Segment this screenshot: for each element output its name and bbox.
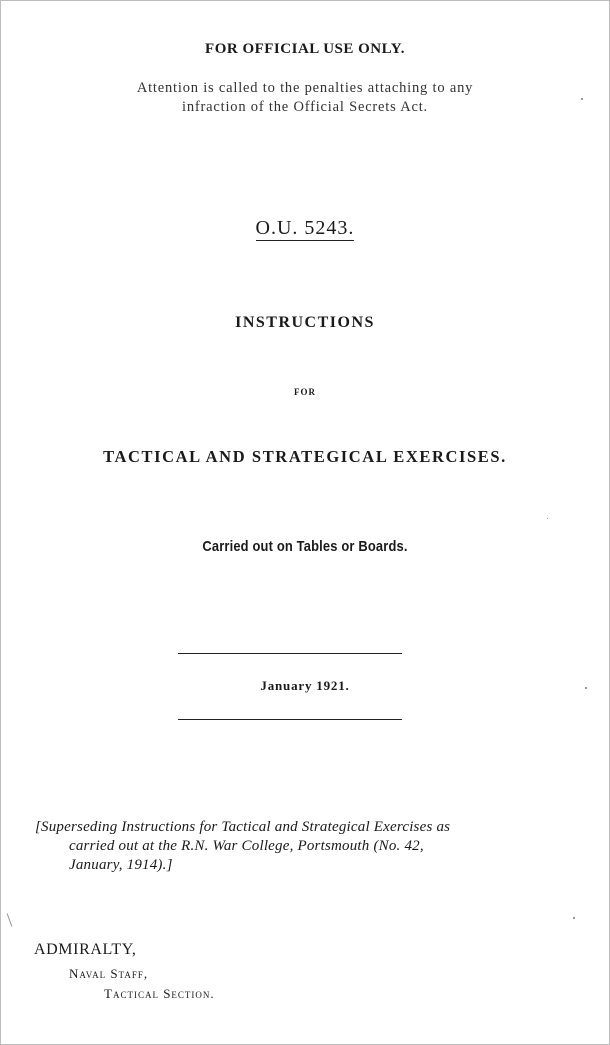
- subtitle: Carried out on Tables or Boards.: [202, 538, 408, 555]
- divider-top: [178, 653, 402, 654]
- scan-speck: [7, 913, 13, 926]
- issuer-section: Tactical Section.: [104, 986, 215, 1001]
- document-number: [1, 217, 609, 240]
- superseding-line-2: carried out at the R.N. War College, Portsmouth (No. 42,: [69, 838, 424, 854]
- scan-speck: [581, 98, 583, 100]
- issuer-department: ADMIRALTY,: [34, 941, 137, 958]
- divider-bottom: [178, 719, 402, 720]
- notice-line-1: Attention is called to the penalties attaching to any: [136, 80, 474, 96]
- superseding-line-3: January, 1914).]: [69, 857, 173, 873]
- issuer-staff: Naval Staff,: [69, 966, 149, 981]
- secrets-act-notice: [1, 79, 609, 117]
- title-instructions: INSTRUCTIONS: [235, 314, 375, 331]
- scan-speck: [573, 917, 575, 919]
- main-title: TACTICAL AND STRATEGICAL EXERCISES.: [103, 447, 507, 466]
- scan-speck: [585, 687, 587, 689]
- title-for: FOR: [294, 387, 316, 397]
- document-number-text: O.U. 5243.: [255, 217, 355, 239]
- superseding-note: [35, 818, 575, 875]
- official-use-heading: FOR OFFICIAL USE ONLY.: [205, 41, 405, 57]
- scan-speck: [547, 518, 548, 519]
- superseding-line-1: [Superseding Instructions for Tactical and Strategical Exercises as: [35, 819, 451, 835]
- notice-line-2: infraction of the Official Secrets Act.: [182, 99, 428, 115]
- publication-date: January 1921.: [260, 678, 350, 693]
